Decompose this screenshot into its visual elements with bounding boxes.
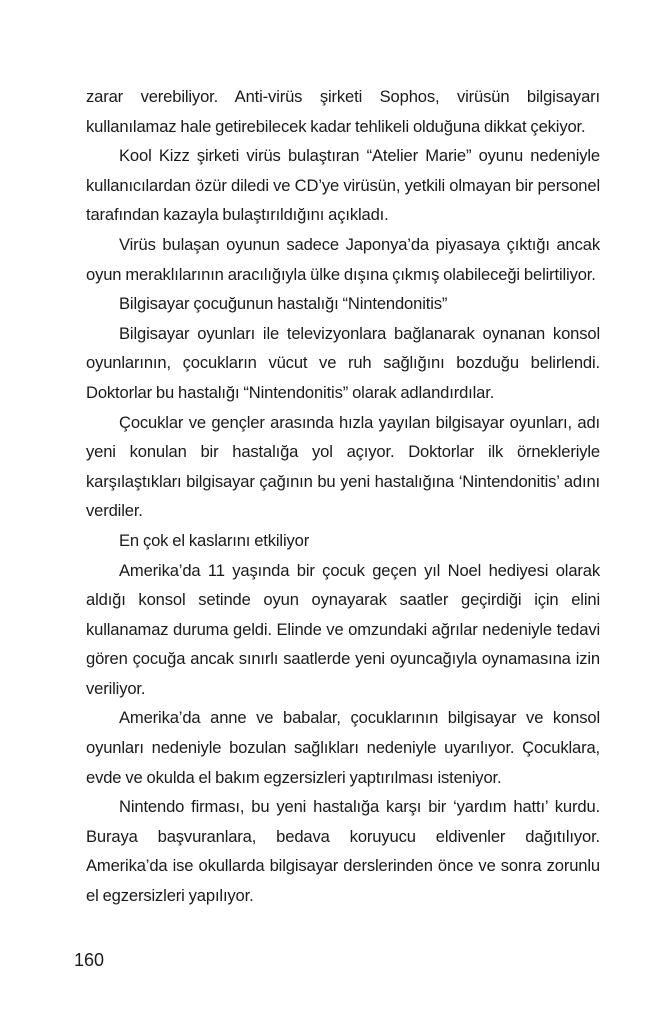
paragraph-3: Virüs bulaşan oyunun sadece Japonya’da piyasaya çıktığı ancak oyun meraklılarının aracılığıyla ülke dışına çıkmış olabileceği belirtiliyor. [86,234,600,284]
paragraph-7: Amerika’da anne ve babalar, çocuklarının bilgisayar ve konsol oyunları nedeniyle bozulan sağlıkları nedeniyle uyarılıyor. Çocuklara, evde ve okulda el bakım egzersizleri yaptırılması isteniyor. [86,708,600,787]
page-body [86,82,600,911]
paragraph-6: Amerika’da 11 yaşında bir çocuk geçen yıl Noel hediyesi olarak aldığı konsol setinde oyun oynayarak saatler geçirdiği için elini kullanamaz duruma geldi. Elinde ve omzundaki ağrılar nedeniyle tedavi gören çocuğa ancak sınırlı saatlerde yeni oyuncağıyla oynamasına izin veriliyor. [86,560,600,698]
subheading-el-kaslari: En çok el kaslarını etkiliyor [119,530,310,550]
paragraph-2: Kool Kizz şirketi virüs bulaştıran “Atelier Marie” oyunu nedeniyle kullanıcılardan özür diledi ve CD’ye virüsün, yetkili olmayan bir personel tarafından kazayla bulaştırıldığını açıkladı. [86,146,600,225]
paragraph-8: Nintendo firması, bu yeni hastalığa karşı bir ‘yardım hattı’ kurdu. Buraya başvuranlara, bedava koruyucu eldivenler dağıtılıyor. Amerika’da ise okullarda bilgisayar derslerinden önce ve sonra zorunlu el egzersizleri yapılıyor. [86,797,600,906]
paragraph-5: Çocuklar ve gençler arasında hızla yayılan bilgisayar oyunları, adı yeni konulan bir hastalığa yol açıyor. Doktorlar ilk örnekleriyle karşılaştıkları bilgisayar çağının bu yeni hastalığına ‘Nintendonitis’ adını verdiler. [86,412,600,521]
paragraph-4: Bilgisayar oyunları ile televizyonlara bağlanarak oynanan konsol oyunlarının, çocukların vücut ve ruh sağlığını bozduğu belirlendi. Doktorlar bu hastalığı “Nintendonitis” olarak adlandırdılar. [86,323,600,402]
paragraph-1: zarar verebiliyor. Anti-virüs şirketi Sophos, virüsün bilgisayarı kullanılamaz hale getirebilecek kadar tehlikeli olduğuna dikkat çekiyor. [86,87,600,136]
page-number: 160 [74,950,105,970]
subheading-nintendonitis: Bilgisayar çocuğunun hastalığı “Nintendonitis” [119,294,448,314]
